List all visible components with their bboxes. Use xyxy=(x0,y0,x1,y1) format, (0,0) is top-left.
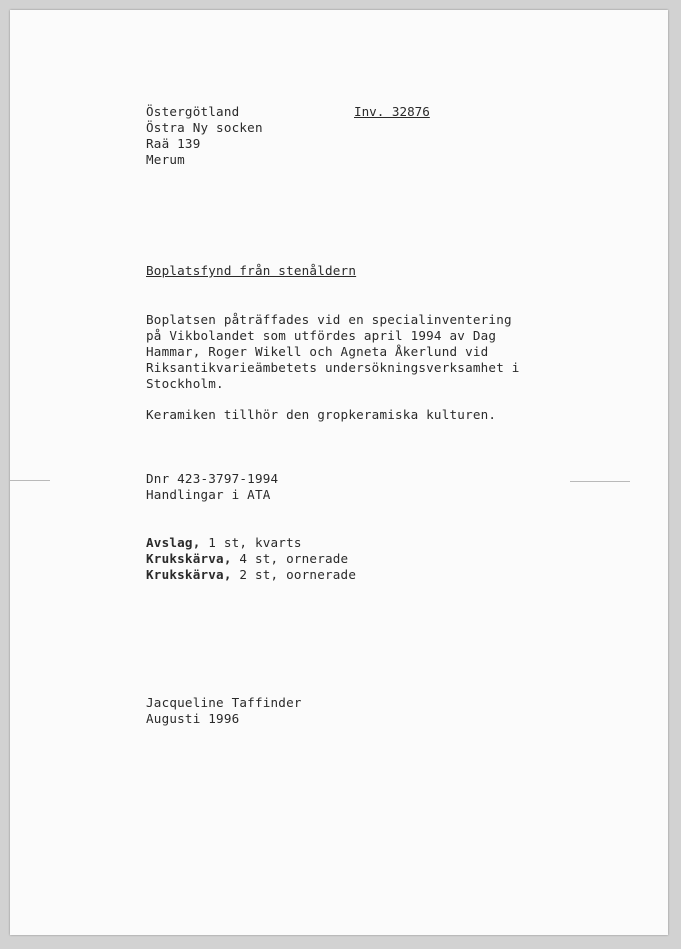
signature-block xyxy=(146,695,302,727)
county: Östergötland xyxy=(146,104,240,119)
find-detail: 2 st, oornerade xyxy=(231,566,357,582)
description-paragraph xyxy=(146,312,520,392)
document-page xyxy=(10,10,668,935)
location-header xyxy=(146,104,263,168)
site-number: Raä 139 xyxy=(146,135,201,151)
archive-reference: Handlingar i ATA xyxy=(146,486,271,502)
body-line: Riksantikvarieämbetets undersökningsverksamhet i xyxy=(146,359,520,375)
inventory-number: Inv. 32876 xyxy=(354,104,430,119)
references xyxy=(146,471,278,503)
scan-mark xyxy=(10,480,50,481)
find-item xyxy=(146,535,356,551)
find-detail: 4 st, ornerade xyxy=(231,550,349,566)
body-line: Boplatsen påträffades vid en specialinventering xyxy=(146,312,512,327)
find-item xyxy=(146,551,356,567)
find-name: Krukskärva, xyxy=(146,550,232,566)
find-item xyxy=(146,567,356,583)
body-line: Stockholm. xyxy=(146,375,224,391)
signature-date: Augusti 1996 xyxy=(146,710,240,726)
culture-note: Keramiken tillhör den gropkeramiska kulturen. xyxy=(146,407,497,422)
author-name: Jacqueline Taffinder xyxy=(146,695,302,710)
scan-mark xyxy=(570,481,630,482)
find-name: Avslag, xyxy=(146,535,201,550)
place-name: Merum xyxy=(146,151,185,167)
body-line: på Vikbolandet som utfördes april 1994 av Dag xyxy=(146,327,497,343)
body-line: Hammar, Roger Wikell och Agneta Åkerlund vid xyxy=(146,343,489,359)
finds-list xyxy=(146,535,356,583)
registry-number: Dnr 423-3797-1994 xyxy=(146,471,279,486)
find-detail: 1 st, kvarts xyxy=(200,535,302,550)
parish: Östra Ny socken xyxy=(146,119,263,135)
find-name: Krukskärva, xyxy=(146,566,232,582)
document-title: Boplatsfynd från stenåldern xyxy=(146,263,357,278)
